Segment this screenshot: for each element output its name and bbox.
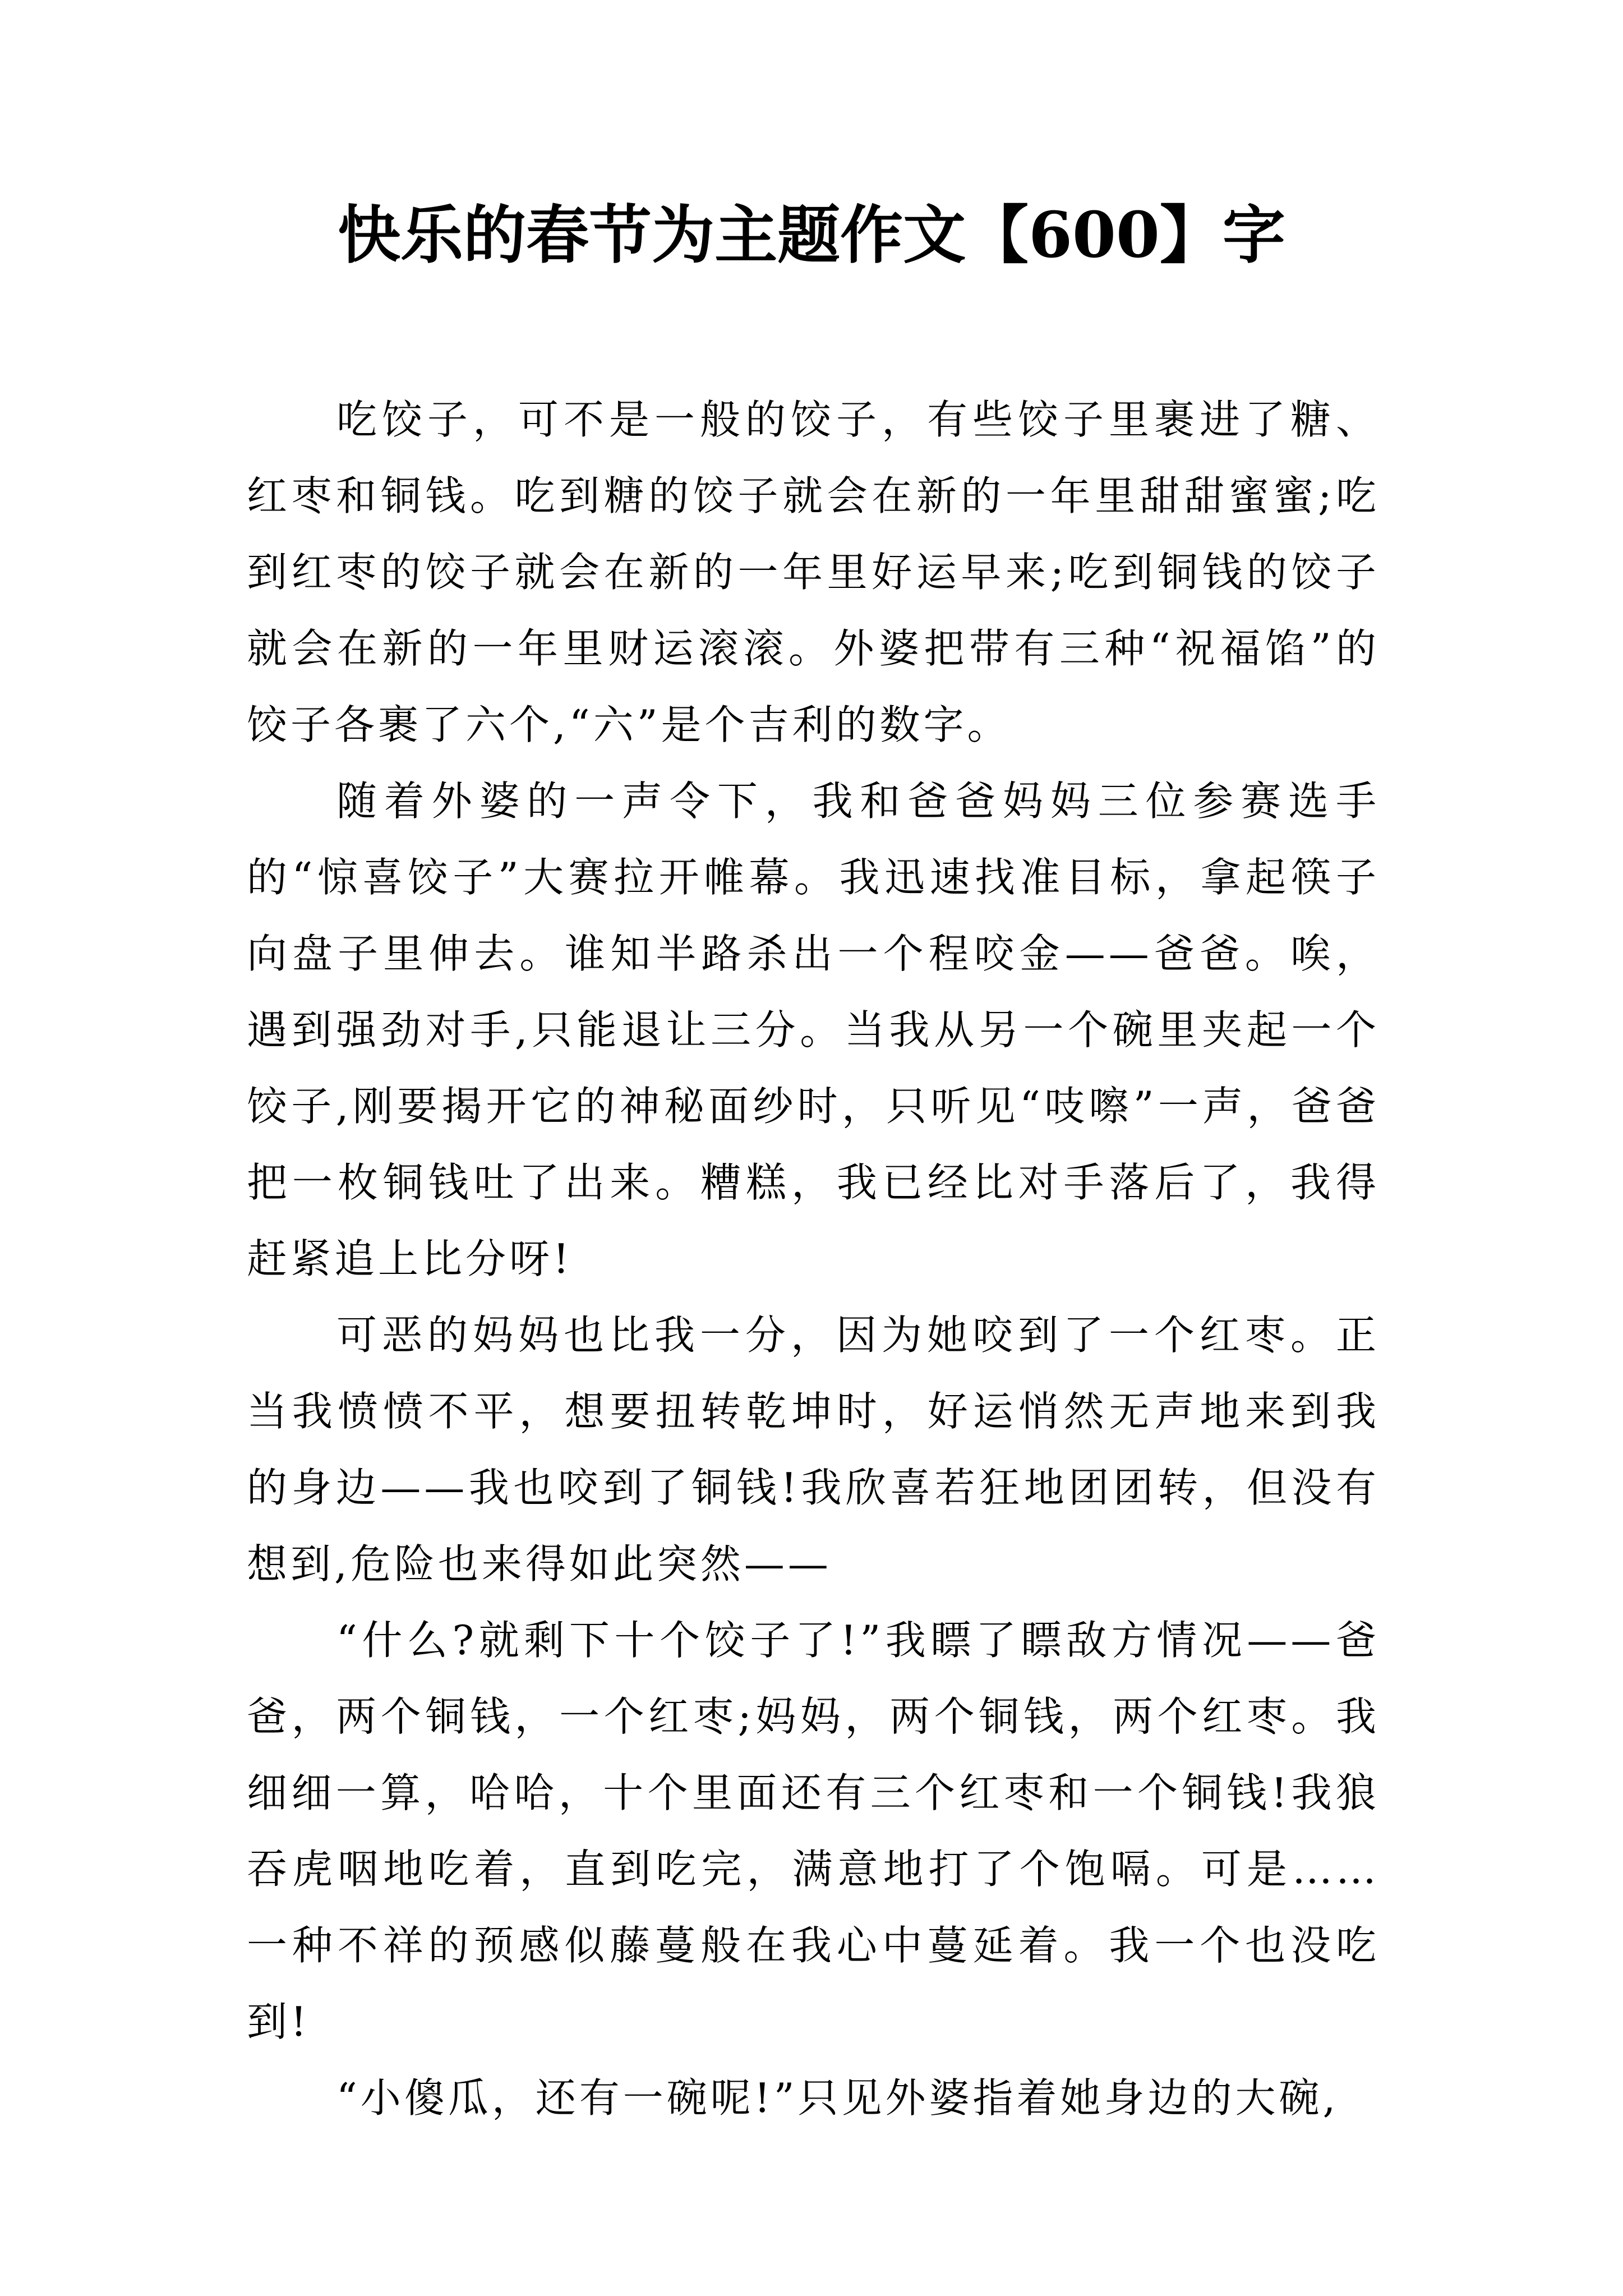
document-title: 快乐的春节为主题作文【600】字 xyxy=(338,199,1285,272)
document-body xyxy=(247,381,1380,2136)
paragraph-4: “什么?就剩下十个饺子了!”我瞟了瞟敌方情况——爸爸，两个铜钱，一个红枣;妈妈，两个铜钱，两个红枣。我细细一算，哈哈，十个里面还有三个红枣和一个铜钱!我狼吞虎咽地吃着，直到吃完，满意地打了个饱嗝。可是……一种不祥的预感似藤蔓般在我心中蔓延着。我一个也没吃到! xyxy=(247,1617,1380,2045)
paragraph-1: 吃饺子，可不是一般的饺子，有些饺子里裹进了糖、红枣和铜钱。吃到糖的饺子就会在新的一年里甜甜蜜蜜;吃到红枣的饺子就会在新的一年里好运早来;吃到铜钱的饺子就会在新的一年里财运滚滚。外婆把带有三种“祝福馅”的饺子各裹了六个,“六”是个吉利的数字。 xyxy=(247,396,1380,748)
paragraph-3: 可恶的妈妈也比我一分，因为她咬到了一个红枣。正当我愤愤不平，想要扭转乾坤时，好运悄然无声地来到我的身边——我也咬到了铜钱!我欣喜若狂地团团转，但没有想到,危险也来得如此突然—— xyxy=(247,1312,1380,1588)
paragraph-2: 随着外婆的一声令下，我和爸爸妈妈三位参赛选手的“惊喜饺子”大赛拉开帷幕。我迅速找准目标，拿起筷子向盘子里伸去。谁知半路杀出一个程咬金——爸爸。唉，遇到强劲对手,只能退让三分。当我从另一个碗里夹起一个饺子,刚要揭开它的神秘面纱时，只听见“吱嚓”一声，爸爸把一枚铜钱吐了出来。糟糕，我已经比对手落后了，我得赶紧追上比分呀! xyxy=(247,777,1380,1282)
paragraph-5: “小傻瓜，还有一碗呢!”只见外婆指着她身边的大碗, xyxy=(336,2074,1339,2122)
